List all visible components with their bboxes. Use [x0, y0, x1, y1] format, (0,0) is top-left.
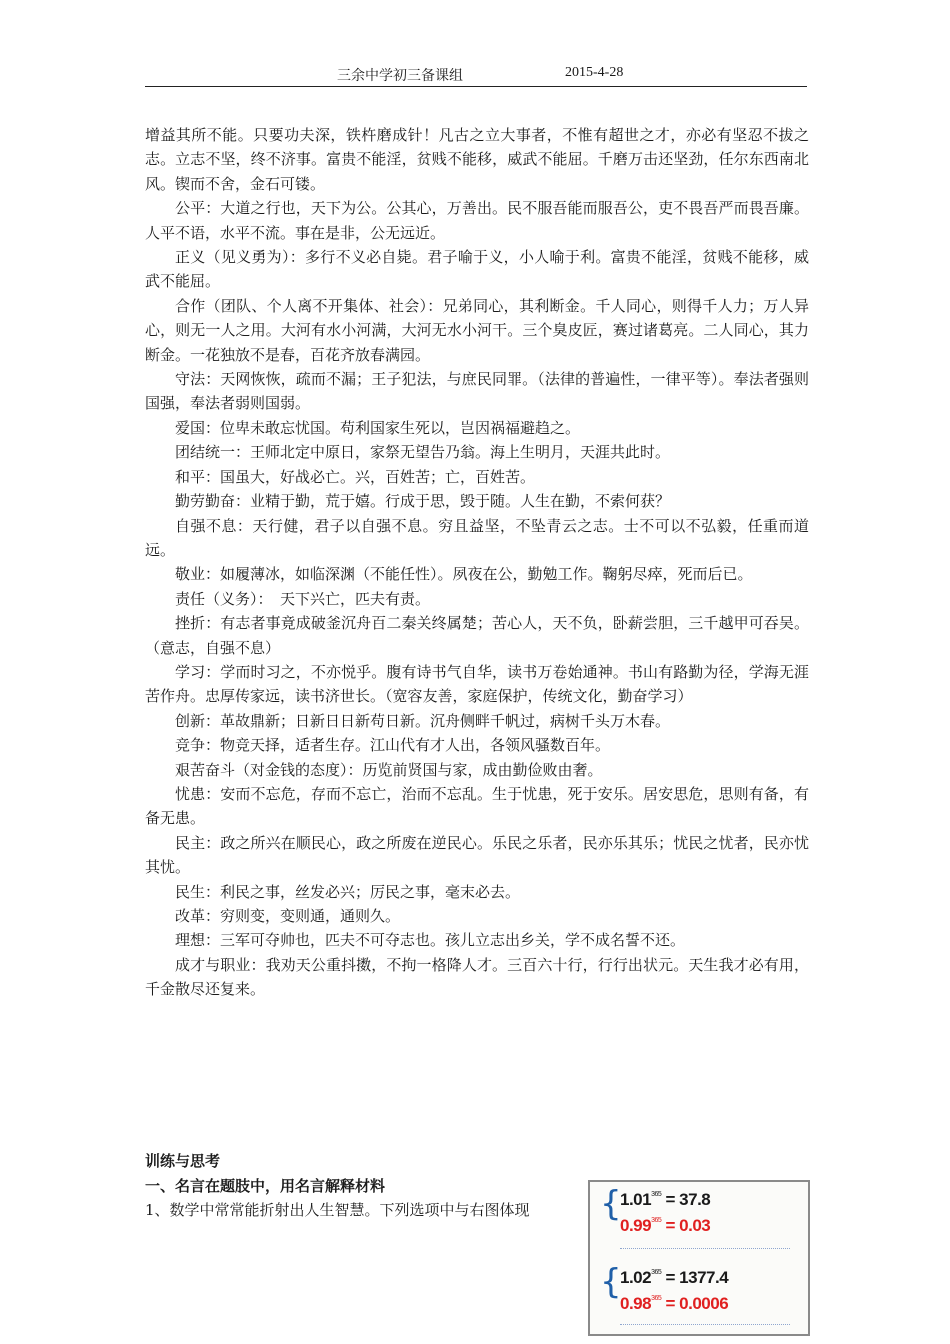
header-date: 2015-4-28 — [565, 65, 624, 80]
note-line — [620, 1320, 790, 1325]
practice-question: 1、数学中常常能折射出人生智慧。下列选项中与右图体现 — [145, 1201, 530, 1219]
quote-paragraph: 勤劳勤奋：业精于勤，荒于嬉。行成于思，毁于随。人生在勤，不索何获？ — [175, 492, 671, 511]
header-school: 三余中学初三备课组 — [337, 68, 463, 84]
quote-paragraph: 和平：国虽大，好战必亡。兴，百姓苦；亡，百姓苦。 — [175, 467, 536, 486]
quote-paragraph: 艰苦奋斗（对金钱的态度）：历览前贤国与家，成由勤俭败由奢。 — [175, 760, 603, 779]
quote-paragraph: 创新：革故鼎新；日新日日新苟日新。沉舟侧畔千帆过，病树千头万木春。 — [175, 711, 671, 730]
quote-paragraph: 守法：天网恢恢，疏而不漏；王子犯法，与庶民同罪。（法律的普遍性，一律平等）。奉法者强则国强，奉法者弱则国弱。 — [145, 370, 809, 413]
quote-paragraph: 改革：穷则变，变则通，通则久。 — [175, 907, 401, 925]
equation-2: $0.99^{365} = 0.03$ — [620, 1216, 711, 1235]
quote-paragraph: 理想：三军可夺帅也，匹夫不可夺志也。孩儿立志出乡关，学不成名誓不还。 — [175, 931, 686, 950]
page-header — [145, 62, 807, 87]
brace-icon: { — [600, 1262, 622, 1302]
quote-paragraph: 学习：学而时习之，不亦悦乎。腹有诗书气自华，读书万卷始通神。书山有路勤为径，学海无涯苦作舟。忠厚传家远，读书济世长。（宽容友善，家庭保护，传统文化，勤奋学习） — [145, 662, 809, 706]
quote-paragraph: 民主：政之所兴在顺民心，政之所废在逆民心。乐民之乐者，民亦乐其乐；忧民之忧者，民亦忧其忧。 — [145, 833, 809, 877]
quote-paragraph: 增益其所不能。只要功夫深，铁杵磨成针！凡古之立大事者，不惟有超世之才，亦必有坚忍不拔之志。立志不坚，终不济事。富贵不能淫，贫贱不能移，威武不能屈。千磨万击还坚劲，任尔东西南北风。锲而不舍，金石可镂。 — [145, 126, 809, 193]
practice-section — [145, 1149, 585, 1223]
quote-paragraph: 敬业：如履薄冰，如临深渊（不能任性）。夙夜在公，勤勉工作。鞠躬尽瘁，死而后已。 — [175, 565, 753, 584]
equation-4: $0.98^{365} = 0.0006$ — [620, 1294, 729, 1313]
quote-paragraph: 忧患：安而不忘危，存而不忘亡，治而不忘乱。生于忧患，死于安乐。居安思危，思则有备，有备无患。 — [145, 784, 809, 828]
quote-paragraph: 爱国：位卑未敢忘忧国。苟利国家生死以，岂因祸福避趋之。 — [175, 418, 581, 437]
quote-paragraph: 民生：利民之事，丝发必兴；厉民之事，毫末必去。 — [175, 882, 521, 901]
equation-1: $1.01^{365} = 37.8$ — [620, 1190, 711, 1209]
equation-3: $1.02^{365} = 1377.4$ — [620, 1268, 729, 1287]
quote-paragraph: 成才与职业：我劝天公重抖擞，不拘一格降人才。三百六十行，行行出状元。天生我才必有用，千金散尽还复来。 — [145, 955, 809, 999]
note-line — [620, 1244, 790, 1249]
quote-paragraph: 公平：大道之行也，天下为公。公其心，万善出。民不服吾能而服吾公，吏不畏吾严而畏吾廉。人平不语，水平不流。事在是非，公无远近。 — [145, 199, 809, 242]
quote-paragraph: 责任（义务）： 天下兴亡，匹夫有责。 — [175, 589, 431, 608]
quotes-body — [145, 123, 809, 1002]
quote-paragraph: 团结统一：王师北定中原日，家祭无望告乃翁。海上生明月，天涯共此时。 — [175, 443, 671, 462]
practice-title: 训练与思考 — [145, 1152, 221, 1170]
math-illustration — [588, 1180, 810, 1336]
quote-paragraph: 正义（见义勇为）：多行不义必自毙。君子喻于义，小人喻于利。富贵不能淫，贫贱不能移，威武不能屈。 — [145, 248, 809, 291]
brace-icon: { — [600, 1184, 622, 1224]
quote-paragraph: 挫折：有志者事竟成破釜沉舟百二秦关终属楚；苦心人，天不负，卧薪尝胆，三千越甲可吞吴。（意志，自强不息） — [145, 614, 809, 657]
practice-section-heading: 一、名言在题肢中，用名言解释材料 — [145, 1176, 386, 1195]
quote-paragraph: 自强不息：天行健，君子以自强不息。穷且益坚，不坠青云之志。士不可以不弘毅，任重而道远。 — [145, 516, 809, 559]
quote-paragraph: 竞争：物竞天择，适者生存。江山代有才人出，各领风骚数百年。 — [175, 736, 611, 755]
quote-paragraph: 合作（团队、个人离不开集体、社会）：兄弟同心，其利断金。千人同心，则得千人力；万人异心，则无一人之用。大河有水小河满，大河无水小河干。三个臭皮匠，赛过诸葛亮。二人同心，其力断金。一花独放不是春，百花齐放春满园。 — [145, 296, 809, 364]
